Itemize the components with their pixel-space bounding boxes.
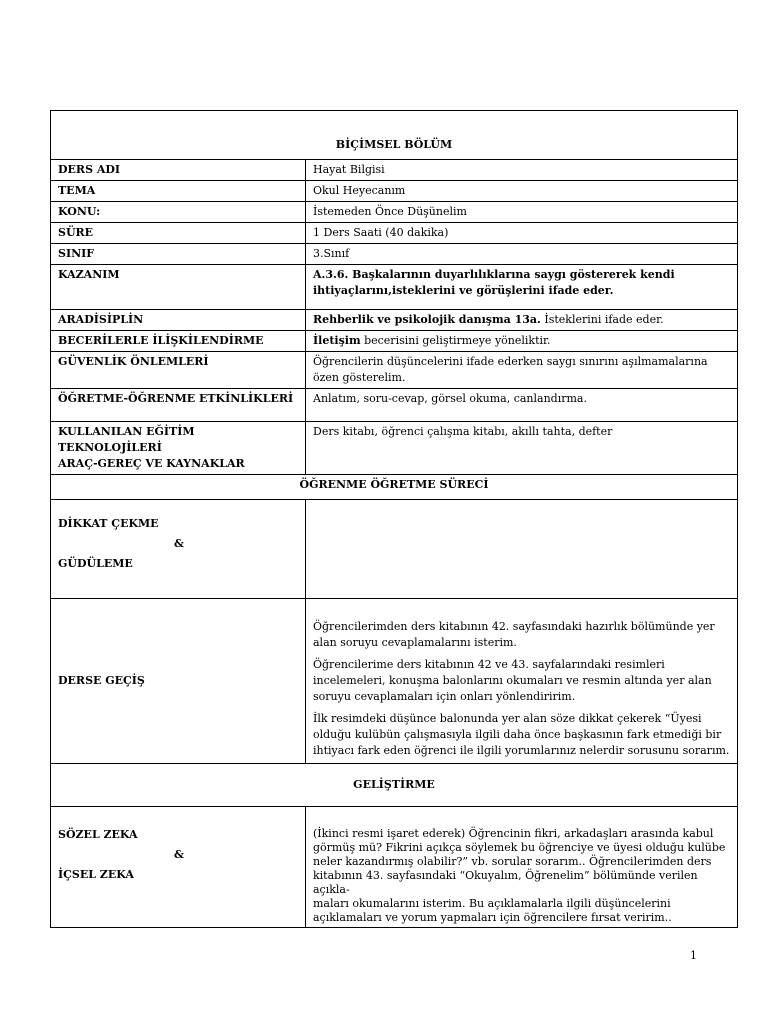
- label-sozel-line1: SÖZEL ZEKA: [58, 828, 138, 841]
- section-title-gelistirme: GELİŞTİRME: [51, 764, 738, 807]
- label-beceriler: BECERİLERLE İLİŞKİLENDİRME: [51, 331, 306, 352]
- label-dikkat-cekme: [51, 500, 306, 599]
- row-kazanim: [51, 265, 738, 310]
- sozel-line-1: (İkinci resmi işaret ederek) Öğrencinin fikri, arkadaşları arasında kabul: [313, 827, 714, 840]
- aradisiplin-bold-text: Rehberlik ve psikolojik danışma 13a.: [313, 313, 541, 326]
- row-derse-gecis: [51, 599, 738, 764]
- value-ders-adi: Hayat Bilgisi: [306, 160, 738, 181]
- label-teknolojiler-line1: KULLANILAN EĞİTİM TEKNOLOJİLERİ: [58, 425, 195, 454]
- lesson-plan-table: [50, 110, 738, 928]
- row-konu: [51, 202, 738, 223]
- sozel-line-5: maları okumalarını isterim. Bu açıklamalarla ilgili düşüncelerini: [313, 897, 671, 910]
- label-teknolojiler-line2: ARAÇ-GEREÇ VE KAYNAKLAR: [58, 457, 245, 470]
- sozel-line-2: görmüş mü? Fikrini açıkça söylemek bu öğrenciye ve üyesi olduğu kulübe: [313, 841, 726, 854]
- derse-gecis-paragraph-3: İlk resimdeki düşünce balonunda yer alan söze dikkat çekerek “Üyesi olduğu kulübün çalışmasıyla ilgili daha önce başkasının fark etmediği bir ihtiyacı fark eden öğrenci ile ilgili yorumlarınız nelerdir sorusunu sorarım.: [313, 712, 730, 757]
- beceriler-bold-text: İletişim: [313, 334, 361, 347]
- label-sure: SÜRE: [51, 223, 306, 244]
- page-number: 1: [690, 949, 697, 962]
- section-title-bicimsel: BİÇİMSEL BÖLÜM: [51, 111, 738, 160]
- row-beceriler: [51, 331, 738, 352]
- value-aradisiplin: [306, 310, 738, 331]
- value-derse-gecis: [306, 599, 738, 764]
- aradisiplin-rest-text: İsteklerini ifade eder.: [540, 313, 664, 326]
- label-konu: KONU:: [51, 202, 306, 223]
- label-dikkat-amp: &: [174, 537, 184, 550]
- label-ders-adi: DERS ADI: [51, 160, 306, 181]
- value-konu: İstemeden Önce Düşünelim: [306, 202, 738, 223]
- label-tema: TEMA: [51, 181, 306, 202]
- label-etkinlikler: ÖĞRETME-ÖĞRENME ETKİNLİKLERİ: [51, 389, 306, 422]
- label-teknolojiler: [51, 422, 306, 475]
- section-title-surec: ÖĞRENME ÖĞRETME SÜRECİ: [51, 475, 738, 500]
- row-sozel-zeka: [51, 807, 738, 928]
- label-guvenlik: GÜVENLİK ÖNLEMLERİ: [51, 352, 306, 389]
- label-sozel-amp: &: [174, 848, 184, 861]
- row-dikkat-cekme: [51, 500, 738, 599]
- value-guvenlik: Öğrencilerin düşüncelerini ifade ederken saygı sınırını aşılmamalarına özen gösterelim.: [306, 352, 738, 389]
- value-sozel-zeka: [306, 807, 738, 928]
- label-kazanim: KAZANIM: [51, 265, 306, 310]
- value-dikkat-cekme: [306, 500, 738, 599]
- row-aradisiplin: [51, 310, 738, 331]
- sozel-line-6: açıklamaları ve yorum yapmaları için öğrencilere fırsat veririm..: [313, 911, 672, 924]
- row-teknolojiler: [51, 422, 738, 475]
- sozel-line-4: kitabının 43. sayfasındaki “Okuyalım, Öğrenelim” bölümünde verilen açıkla-: [313, 869, 698, 896]
- label-dikkat-line2: GÜDÜLEME: [58, 557, 133, 570]
- value-sinif: 3.Sınıf: [306, 244, 738, 265]
- label-dikkat-line1: DİKKAT ÇEKME: [58, 517, 159, 530]
- value-sure: 1 Ders Saati (40 dakika): [306, 223, 738, 244]
- sozel-line-3: neler kazandırmış olabilir?” vb. sorular sorarım.. Öğrencilerimden ders: [313, 855, 712, 868]
- derse-gecis-paragraph-1: Öğrencilerimden ders kitabının 42. sayfasındaki hazırlık bölümünde yer alan soruyu cevaplamalarını isterim.: [313, 620, 715, 649]
- value-etkinlikler: Anlatım, soru-cevap, görsel okuma, canlandırma.: [306, 389, 738, 422]
- row-guvenlik: [51, 352, 738, 389]
- derse-gecis-paragraph-2: Öğrencilerime ders kitabının 42 ve 43. sayfalarındaki resimleri incelemeleri, konuşma balonlarını okumaları ve resmin altında yer alan soruyu cevaplamaları için onları yönlendiririm.: [313, 658, 712, 703]
- beceriler-rest-text: becerisini geliştirmeye yöneliktir.: [360, 334, 551, 347]
- value-tema: Okul Heyecanım: [306, 181, 738, 202]
- label-aradisiplin: ARADİSİPLİN: [51, 310, 306, 331]
- label-sozel-zeka: [51, 807, 306, 928]
- value-teknolojiler: Ders kitabı, öğrenci çalışma kitabı, akıllı tahta, defter: [306, 422, 738, 475]
- row-sinif: [51, 244, 738, 265]
- row-ders-adi: [51, 160, 738, 181]
- label-derse-gecis: DERSE GEÇİŞ: [51, 599, 306, 764]
- value-kazanim: A.3.6. Başkalarının duyarlılıklarına saygı göstererek kendi ihtiyaçlarını,isteklerini ve görüşlerini ifade eder.: [306, 265, 738, 310]
- row-tema: [51, 181, 738, 202]
- label-sinif: SINIF: [51, 244, 306, 265]
- row-sure: [51, 223, 738, 244]
- label-sozel-line2: İÇSEL ZEKA: [58, 868, 134, 881]
- row-etkinlikler: [51, 389, 738, 422]
- value-beceriler: [306, 331, 738, 352]
